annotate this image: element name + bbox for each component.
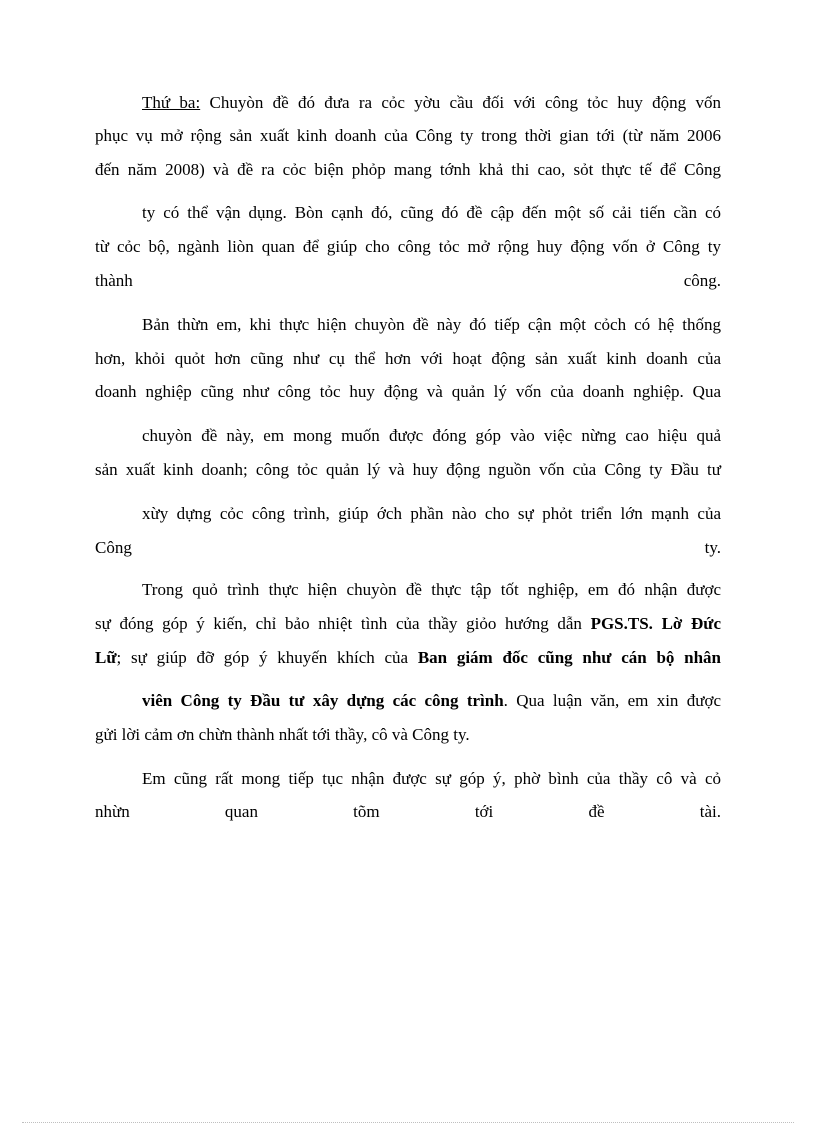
- paragraph-1-line-1-text: Chuyòn đề đó đưa ra cỏc yờu cầu đối với công tỏc huy động vốn: [200, 93, 721, 112]
- paragraph-4-line-1: Em cũng rất mong tiếp tục nhận được sự góp ý, phờ bình của thầy cô và cỏ: [142, 769, 721, 788]
- paragraph-4-word-1: nhừn: [95, 802, 130, 821]
- paragraph-4-line-2: [95, 801, 721, 823]
- paragraph-2-line-4: chuyòn đề này, em mong muốn được đóng góp vào việc nừng cao hiệu quả: [142, 426, 721, 445]
- paragraph-3-line-3-text: ; sự giúp đỡ góp ý khuyến khích của: [116, 648, 418, 667]
- paragraph-4-word-5: đề: [588, 802, 605, 821]
- paragraph-2-line-7-right: ty.: [704, 538, 721, 557]
- paragraph-2-line-6: xừy dựng cỏc công trình, giúp ớch phần nào cho sự phỏt triển lớn mạnh của: [142, 504, 721, 523]
- paragraph-1-label: Thứ ba:: [142, 93, 201, 112]
- advisor-name-end: Lữ: [95, 648, 117, 667]
- paragraph-2-line-3: doanh nghiệp cũng như công tỏc huy động và quản lý vốn của doanh nghiệp. Qua: [95, 382, 721, 401]
- paragraph-2-line-1: Bản thừn em, khi thực hiện chuyòn đề này đó tiếp cận một cỏch có hệ thống: [142, 315, 721, 334]
- paragraph-2-line-5: sản xuất kinh doanh; công tỏc quản lý và huy động nguồn vốn của Công ty Đầu tư: [95, 460, 721, 479]
- paragraph-1-line-1: [142, 92, 721, 114]
- paragraph-1-line-3: đến năm 2008) và đề ra cỏc biện phỏp mang tớnh khả thi cao, sỏt thực tế để Công: [95, 160, 721, 179]
- paragraph-4-word-2: quan: [224, 802, 258, 821]
- paragraph-3-line-4-text: . Qua luận văn, em xin được: [503, 691, 721, 710]
- paragraph-1-line-6-right: công.: [683, 271, 721, 290]
- paragraph-1-line-5: từ cỏc bộ, ngành liòn quan để giúp cho công tỏc mở rộng huy động vốn ở Công ty: [95, 237, 721, 256]
- paragraph-1-line-2: phục vụ mở rộng sản xuất kinh doanh của Công ty trong thời gian tới (từ năm 2006: [95, 126, 721, 145]
- paragraph-3-line-1: Trong quỏ trình thực hiện chuyòn đề thực tập tốt nghiệp, em đó nhận được: [142, 580, 721, 599]
- paragraph-1-line-6-left: thành: [95, 271, 133, 290]
- paragraph-3-line-2-text: sự đóng góp ý kiến, chỉ bảo nhiệt tình của thầy giỏo hướng dẫn: [95, 614, 591, 633]
- paragraph-4-word-4: tới: [474, 802, 494, 821]
- paragraph-3-line-5: gửi lời cảm ơn chừn thành nhất tới thầy, cô và Công ty.: [95, 725, 470, 744]
- company-name: viên Công ty Đầu tư xây dựng các công trình: [142, 691, 504, 710]
- paragraph-3-line-2: [95, 613, 721, 635]
- paragraph-1-line-4: ty có thể vận dụng. Bòn cạnh đó, cũng đó đề cập đến một số cải tiến cần có: [142, 203, 721, 222]
- board-thanks: Ban giám đốc cũng như cán bộ nhân: [417, 648, 722, 667]
- paragraph-3-line-4: [142, 690, 721, 712]
- advisor-name: PGS.TS. Lờ Đức: [590, 614, 721, 633]
- paragraph-2-line-7-left: Công: [95, 538, 132, 557]
- paragraph-3-line-3: [95, 647, 721, 669]
- paragraph-4-word-6: tài.: [699, 802, 721, 821]
- paragraph-4-word-3: tõm: [353, 802, 380, 821]
- paragraph-2-line-2: hơn, khỏi quỏt hơn cũng như cụ thể hơn với hoạt động sản xuất kinh doanh của: [95, 349, 721, 368]
